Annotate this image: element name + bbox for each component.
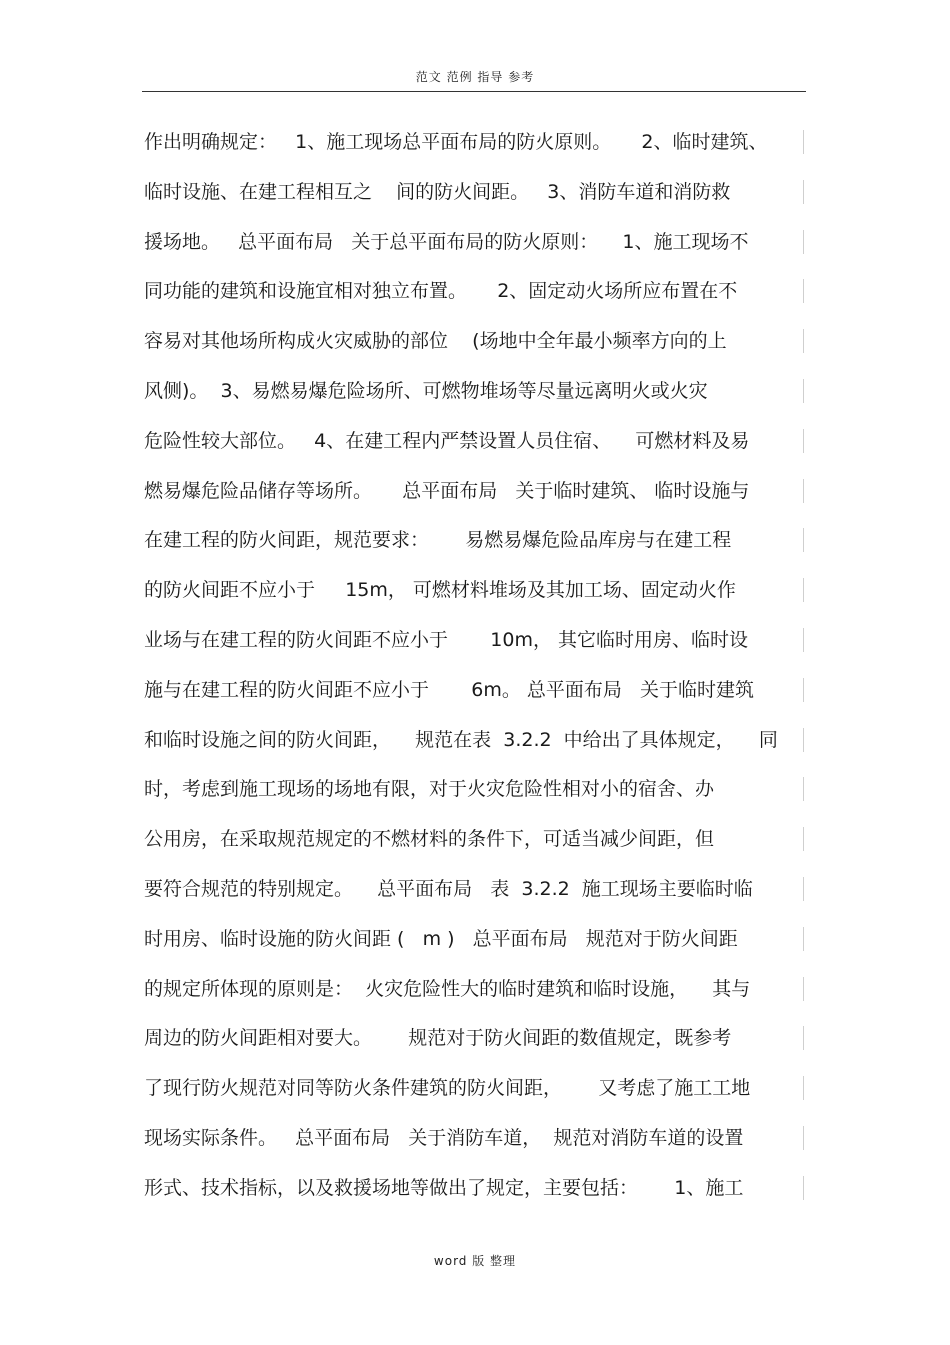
line-edge-mark: [803, 528, 804, 552]
body-line: [144, 575, 804, 605]
body-line-text: 危险性较大部位。 4、在建工程内严禁设置人员住宿、 可燃材料及易: [144, 429, 750, 452]
body-line-text: 时，考虑到施工现场的场地有限，对于火灾危险性相对小的宿舍、办: [144, 778, 715, 801]
body-line-text: 临时设施、在建工程相互之 间的防火间距。 3、消防车道和消防救: [144, 180, 731, 203]
line-edge-mark: [803, 877, 804, 901]
body-line: [144, 476, 804, 506]
body-line: [144, 1073, 804, 1103]
page-header: 范文 范例 指导 参考: [415, 70, 535, 84]
line-edge-mark: [803, 130, 804, 154]
line-edge-mark: [803, 230, 804, 254]
body-line-text: 燃易爆危险品储存等场所。 总平面布局 关于临时建筑、 临时设施与: [144, 479, 750, 502]
body-line: [144, 974, 804, 1004]
body-line-text: 业场与在建工程的防火间距不应小于 10m， 其它临时用房、临时设: [144, 629, 749, 651]
header-divider: [142, 91, 806, 92]
body-line-text: 同功能的建筑和设施宜相对独立布置。 2、固定动火场所应布置在不: [144, 280, 738, 303]
body-line: [144, 1023, 804, 1053]
body-line-text: 在建工程的防火间距，规范要求： 易燃易爆危险品库房与在建工程: [144, 529, 732, 552]
line-edge-mark: [803, 329, 804, 353]
body-line-text: 的防火间距不应小于 15m， 可燃材料堆场及其加工场、固定动火作: [144, 579, 736, 602]
body-line-text: 时用房、临时设施的防火间距 ( m ) 总平面布局 规范对于防火间距: [144, 927, 738, 950]
body-line: [144, 127, 804, 157]
body-line: [144, 675, 804, 705]
line-edge-mark: [803, 777, 804, 801]
body-line-text: 了现行防火规范对同等防火条件建筑的防火间距， 又考虑了施工工地: [144, 1077, 751, 1100]
body-line-text: 风侧)。 3、易燃易爆危险场所、可燃物堆场等尽量远离明火或火灾: [144, 380, 708, 402]
body-line-text: 容易对其他场所构成火灾威胁的部位 (场地中全年最小频率方向的上: [144, 330, 727, 353]
body-line: [144, 725, 804, 755]
body-line: [144, 177, 804, 207]
body-line: [144, 824, 804, 854]
line-edge-mark: [803, 827, 804, 851]
body-line: [144, 376, 804, 406]
line-edge-mark: [803, 628, 804, 652]
body-line: [144, 227, 804, 257]
line-edge-mark: [803, 379, 804, 403]
body-line: [144, 326, 804, 356]
body-line: [144, 276, 804, 306]
body-line: [144, 774, 804, 804]
line-edge-mark: [803, 479, 804, 503]
body-line-text: 要符合规范的特别规定。 总平面布局 表 3.2.2 施工现场主要临时临: [144, 878, 753, 900]
body-line-text: 形式、技术指标，以及救援场地等做出了规定，主要包括： 1、施工: [144, 1176, 744, 1199]
line-edge-mark: [803, 927, 804, 951]
body-line: [144, 426, 804, 456]
page-footer: word 版 整理: [433, 1254, 517, 1268]
body-line-text: 公用房，在采取规范规定的不燃材料的条件下，可适当减少间距，但: [144, 828, 715, 851]
body-line: [144, 1173, 804, 1203]
body-line-text: 作出明确规定： 1、施工现场总平面布局的防火原则。 2、临时建筑、: [144, 131, 768, 153]
line-edge-mark: [803, 1076, 804, 1100]
line-edge-mark: [803, 678, 804, 702]
line-edge-mark: [803, 1026, 804, 1050]
body-line-text: 的规定所体现的原则是： 火灾危险性大的临时建筑和临时设施， 其与: [144, 977, 751, 1000]
line-edge-mark: [803, 728, 804, 752]
body-line: [144, 874, 804, 904]
body-line-text: 援场地。 总平面布局 关于总平面布局的防火原则： 1、施工现场不: [144, 230, 749, 253]
body-line: [144, 625, 804, 655]
body-line: [144, 1123, 804, 1153]
line-edge-mark: [803, 279, 804, 303]
line-edge-mark: [803, 180, 804, 204]
body-line-text: 周边的防火间距相对要大。 规范对于防火间距的数值规定，既参考: [144, 1027, 732, 1050]
body-line-text: 现场实际条件。 总平面布局 关于消防车道， 规范对消防车道的设置: [144, 1127, 744, 1149]
line-edge-mark: [803, 429, 804, 453]
line-edge-mark: [803, 977, 804, 1001]
line-edge-mark: [803, 1126, 804, 1150]
body-line: [144, 525, 804, 555]
body-line: [144, 924, 804, 954]
line-edge-mark: [803, 1176, 804, 1200]
body-line-text: 施与在建工程的防火间距不应小于 6m。 总平面布局 关于临时建筑: [144, 678, 755, 701]
body-line-text: 和临时设施之间的防火间距， 规范在表 3.2.2 中给出了具体规定， 同: [144, 728, 778, 751]
line-edge-mark: [803, 578, 804, 602]
